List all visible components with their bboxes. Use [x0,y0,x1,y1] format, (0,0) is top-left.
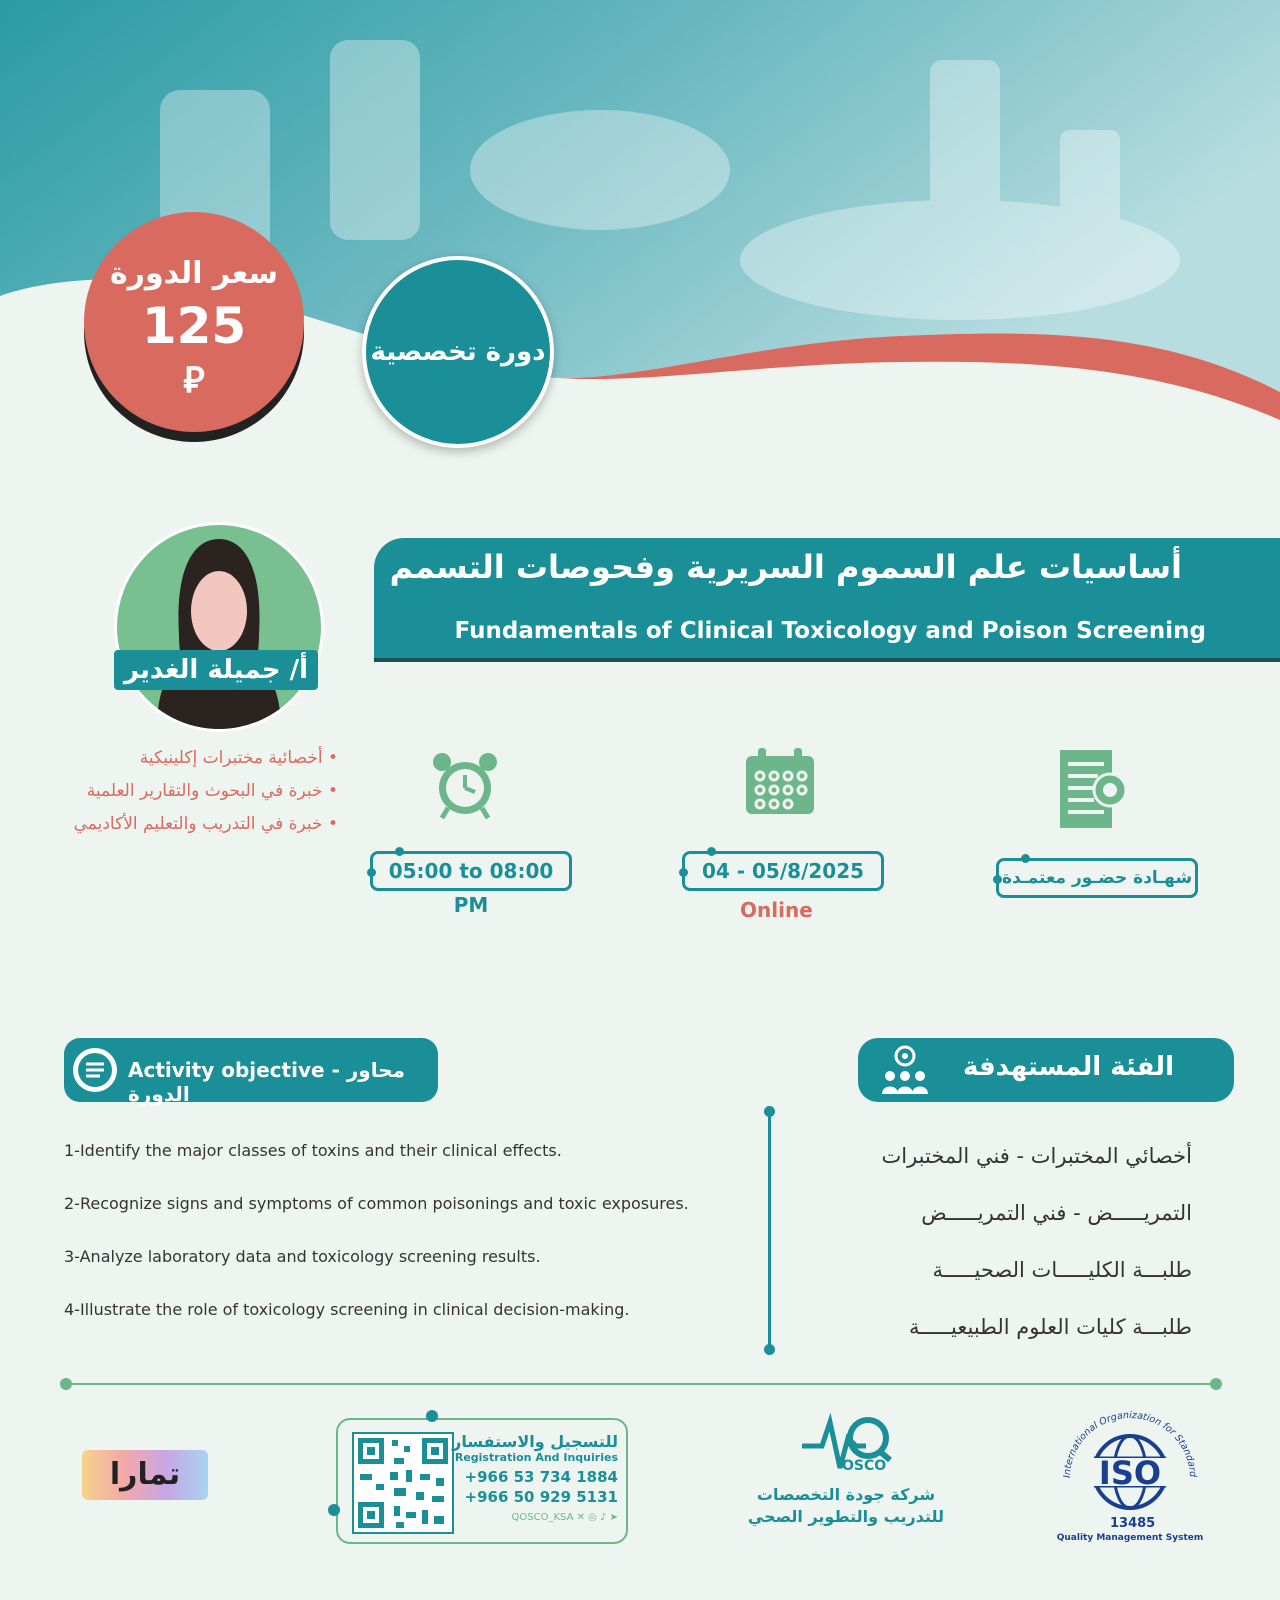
box-dot [328,1504,340,1516]
course-type-badge [362,256,554,448]
target-audience-header [858,1038,1234,1102]
target-audience-list [881,1128,1192,1356]
box-dot [426,1410,438,1422]
registration-title-en: Registration And Inquiries [454,1451,618,1464]
delivery-mode: Online [740,898,813,922]
qr-code-icon [354,1434,452,1532]
company-name-line1: شركة جودة التخصصات [756,1485,936,1504]
registration-title-ar: للتسجيل والاستفسار [452,1432,618,1451]
qualification-item: أخصائية مختبرات إكلينيكية • [74,742,338,775]
registration-info [452,1432,618,1523]
vertical-divider [768,1110,771,1350]
iso-number: 13485 [1110,1516,1156,1531]
divider-dot [764,1344,775,1355]
objective-item: 3-Analyze laboratory data and toxicology screening results. [64,1247,541,1266]
iso-arc-text: International Organization for Standard [1061,1409,1199,1479]
social-handle[interactable]: QOSCO_KSA [511,1512,574,1523]
certificate-text: شهـادة حضـور معتمـدة [1001,868,1193,888]
course-type-label: دورة تخصصية [370,337,546,367]
registration-box [336,1418,628,1544]
price-badge [84,212,304,432]
calendar-icon [744,748,816,816]
divider-dot [764,1106,775,1117]
iso-logo-text: ISO [1098,1454,1162,1492]
objective-item: 2-Recognize signs and symptoms of common poisonings and toxic exposures. [64,1194,689,1213]
phone-number[interactable]: +966 53 734 1884 [464,1468,618,1486]
tamara-logo [82,1450,208,1500]
date-text: 04 - 05/8/2025 [701,859,865,883]
qr-code[interactable] [352,1432,454,1534]
audience-item: طلبـــة كليات العلوم الطبيعيـــــة [909,1315,1192,1339]
instructor-qualifications [74,742,338,841]
qualification-item: خبرة في البحوث والتقارير العلمية • [74,775,338,808]
instructor-name: أ/ جميلة الغدير [114,650,318,690]
divider-dot [1210,1378,1222,1390]
price-label: سعر الدورة [109,256,279,291]
company-name [746,1484,946,1528]
divider-dot [60,1378,72,1390]
qualification-item: خبرة في التدريب والتعليم الأكاديمي • [74,808,338,841]
audience-item: طلبـــة الكليـــــات الصحيـــــة [932,1258,1192,1282]
audience-item: أخصائي المختبرات - فني المختبرات [881,1144,1192,1168]
course-title-english: Fundamentals of Clinical Toxicology and Poison Screening [454,618,1206,644]
social-media-row [452,1512,618,1523]
instructor-avatar [114,522,324,732]
iso-caption: Quality Management System [1056,1533,1204,1543]
time-text: 05:00 to 08:00 PM [388,859,554,917]
audience-item: التمريـــــض - فني التمريـــــض [921,1201,1192,1225]
tamara-logo-text: تمارا [109,1457,181,1492]
objectives-list [64,1124,689,1336]
osco-logo-text: OSCO [842,1458,887,1474]
course-title-band [374,538,1280,662]
alarm-clock-icon [430,750,500,820]
price-value: 125 [141,297,247,355]
objectives-title: Activity objective - محاور الدورة [128,1058,406,1106]
course-title-arabic: أساسيات علم السموم السريرية وفحوصات التسمم [389,548,1182,586]
time-pill [370,851,572,917]
objective-item: 1-Identify the major classes of toxins and their clinical effects. [64,1141,562,1160]
target-audience-icon [878,1044,932,1098]
objectives-header [64,1038,438,1106]
certificate-icon [1058,748,1130,830]
certificate-pill [996,858,1198,898]
hijab-person-icon [117,525,321,729]
date-pill [682,851,884,891]
company-name-line2: للتدريب والتطوير الصحي [747,1507,945,1526]
chat-bubble-icon [70,1046,120,1096]
phone-number[interactable]: +966 50 929 5131 [464,1488,618,1506]
footer-divider [66,1383,1216,1385]
target-audience-title: الفئة المستهدفة [963,1052,1174,1082]
social-icons: ✕ ◎ ♪ ➤ [576,1512,618,1523]
objective-item: 4-Illustrate the role of toxicology screening in clinical decision-making. [64,1300,630,1319]
riyal-currency-icon: ⃁ [183,360,205,401]
